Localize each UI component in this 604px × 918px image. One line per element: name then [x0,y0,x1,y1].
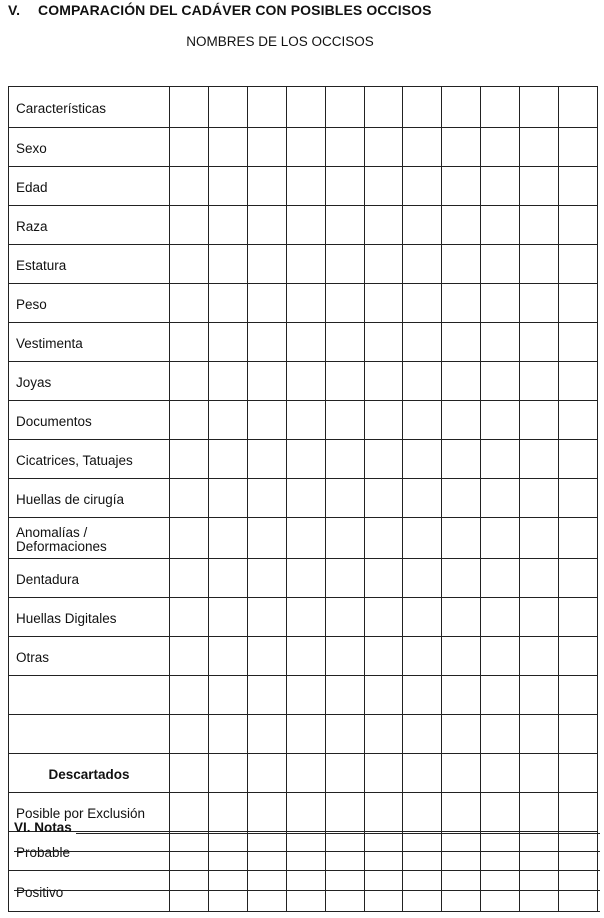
table-cell[interactable] [286,323,325,362]
table-cell[interactable] [403,518,442,559]
table-cell[interactable] [364,871,403,912]
row-label: Posible por Exclusión [9,793,170,832]
table-cell[interactable] [325,167,364,206]
row-label [9,715,170,754]
table-cell[interactable] [559,401,598,440]
row-label: Anomalías / Deformaciones [9,518,170,559]
table-cell[interactable] [170,754,209,793]
table-cell[interactable] [403,323,442,362]
table-row [9,401,598,440]
table-cell[interactable] [481,479,520,518]
table-cell[interactable] [286,793,325,832]
table-cell[interactable] [208,245,247,284]
table-cell[interactable] [364,167,403,206]
row-label: Dentadura [9,559,170,598]
table-row [9,479,598,518]
table-row [9,362,598,401]
table-cell[interactable] [520,167,559,206]
table-cell[interactable] [520,206,559,245]
table-cell[interactable] [325,206,364,245]
table-cell[interactable] [208,559,247,598]
table-cell[interactable] [520,793,559,832]
table-cell[interactable] [481,793,520,832]
table-cell[interactable] [403,637,442,676]
row-label: Peso [9,284,170,323]
table-cell[interactable] [364,206,403,245]
table-row [9,440,598,479]
table-cell[interactable] [364,362,403,401]
table-cell[interactable] [286,362,325,401]
table-cell[interactable] [442,676,481,715]
table-cell[interactable] [286,128,325,167]
table-cell[interactable] [208,323,247,362]
table-row [9,637,598,676]
table-cell[interactable] [403,676,442,715]
table-cell[interactable] [325,323,364,362]
table-cell[interactable] [481,598,520,637]
table-cell[interactable] [208,206,247,245]
table-cell[interactable] [481,362,520,401]
table-cell[interactable] [442,440,481,479]
table-cell[interactable] [403,245,442,284]
table-cell[interactable] [325,401,364,440]
table-cell[interactable] [442,401,481,440]
row-label: Edad [9,167,170,206]
section-number: V. [8,2,21,18]
table-cell[interactable] [170,676,209,715]
table-cell[interactable] [403,598,442,637]
table-cell[interactable] [481,401,520,440]
table-cell[interactable] [559,871,598,912]
table-cell[interactable] [208,637,247,676]
table-cell[interactable] [247,440,286,479]
table-cell[interactable] [364,715,403,754]
table-cell[interactable] [442,793,481,832]
table-cell[interactable] [403,401,442,440]
table-cell[interactable] [442,518,481,559]
table-cell[interactable] [170,245,209,284]
table-cell[interactable] [442,167,481,206]
table-cell[interactable] [247,871,286,912]
table-row [9,167,598,206]
table-cell[interactable] [208,401,247,440]
table-cell[interactable] [520,479,559,518]
table-row [9,87,598,128]
table-row [9,323,598,362]
table-cell[interactable] [170,518,209,559]
table-cell[interactable] [170,87,209,128]
table-cell[interactable] [286,518,325,559]
table-cell[interactable] [325,715,364,754]
table-cell[interactable] [403,362,442,401]
table-cell[interactable] [442,871,481,912]
table-cell[interactable] [364,479,403,518]
table-cell[interactable] [325,676,364,715]
table-cell[interactable] [208,871,247,912]
table-row [9,245,598,284]
table-cell[interactable] [559,559,598,598]
table-cell[interactable] [247,793,286,832]
table-cell[interactable] [559,167,598,206]
table-cell[interactable] [247,479,286,518]
table-cell[interactable] [442,87,481,128]
table-cell[interactable] [170,598,209,637]
table-cell[interactable] [247,362,286,401]
table-cell[interactable] [481,754,520,793]
table-cell[interactable] [559,676,598,715]
table-cell[interactable] [208,715,247,754]
table-cell[interactable] [403,440,442,479]
table-cell[interactable] [325,479,364,518]
table-cell[interactable] [247,401,286,440]
table-cell[interactable] [364,323,403,362]
table-cell[interactable] [559,598,598,637]
table-cell[interactable] [286,676,325,715]
row-label: Joyas [9,362,170,401]
table-cell[interactable] [442,206,481,245]
table-cell[interactable] [481,245,520,284]
table-cell[interactable] [481,637,520,676]
table-cell[interactable] [247,128,286,167]
table-cell[interactable] [559,87,598,128]
table-cell[interactable] [520,715,559,754]
table-cell[interactable] [247,167,286,206]
table-row [9,715,598,754]
table-cell[interactable] [325,598,364,637]
table-cell[interactable] [481,871,520,912]
table-cell[interactable] [481,87,520,128]
row-label: Raza [9,206,170,245]
table-cell[interactable] [208,676,247,715]
table-cell[interactable] [442,754,481,793]
table-cell[interactable] [520,559,559,598]
notes-title: VI. Notas [14,820,72,835]
table-cell[interactable] [520,87,559,128]
table-cell[interactable] [559,362,598,401]
notes-line[interactable] [14,870,600,871]
row-label: Probable [9,832,170,871]
table-cell[interactable] [559,518,598,559]
table-cell[interactable] [559,245,598,284]
notes-line[interactable] [76,833,600,834]
table-cell[interactable] [170,479,209,518]
table-cell[interactable] [403,128,442,167]
table-cell[interactable] [170,206,209,245]
table-row [9,128,598,167]
row-label: Sexo [9,128,170,167]
table-cell[interactable] [325,128,364,167]
row-label: Huellas Digitales [9,598,170,637]
table-cell[interactable] [481,676,520,715]
table-cell[interactable] [364,676,403,715]
table-cell[interactable] [325,559,364,598]
table-cell[interactable] [520,637,559,676]
table-cell[interactable] [559,128,598,167]
table-cell[interactable] [403,479,442,518]
table-cell[interactable] [208,362,247,401]
table-cell[interactable] [170,284,209,323]
table-cell[interactable] [247,637,286,676]
table-cell[interactable] [520,362,559,401]
table-cell[interactable] [170,401,209,440]
table-row [9,676,598,715]
table-cell[interactable] [520,871,559,912]
table-cell[interactable] [364,128,403,167]
table-cell[interactable] [442,637,481,676]
table-row [9,598,598,637]
table-cell[interactable] [208,518,247,559]
table-cell[interactable] [247,559,286,598]
table-cell[interactable] [364,754,403,793]
section-title: COMPARACIÓN DEL CADÁVER CON POSIBLES OCCISOS [38,2,432,18]
table-cell[interactable] [325,793,364,832]
table-cell[interactable] [325,871,364,912]
table-cell[interactable] [247,323,286,362]
row-label: Vestimenta [9,323,170,362]
notes-line[interactable] [14,890,600,891]
table-cell[interactable] [442,284,481,323]
table-cell[interactable] [442,323,481,362]
table-cell[interactable] [520,284,559,323]
table-cell[interactable] [559,637,598,676]
table-cell[interactable] [481,715,520,754]
table-cell[interactable] [208,479,247,518]
table-cell[interactable] [520,518,559,559]
table-cell[interactable] [364,440,403,479]
table-row [9,871,598,912]
table-cell[interactable] [559,323,598,362]
table-cell[interactable] [364,518,403,559]
table-cell[interactable] [403,167,442,206]
table-cell[interactable] [325,637,364,676]
table-cell[interactable] [325,754,364,793]
table-row [9,754,598,793]
table-cell[interactable] [520,440,559,479]
table-row [9,206,598,245]
table-cell[interactable] [170,871,209,912]
row-label [9,676,170,715]
table-cell[interactable] [364,401,403,440]
table-cell[interactable] [520,754,559,793]
table-cell[interactable] [208,87,247,128]
table-cell[interactable] [442,559,481,598]
row-label: Estatura [9,245,170,284]
table-cell[interactable] [286,559,325,598]
table-cell[interactable] [325,362,364,401]
table-cell[interactable] [520,401,559,440]
table-cell[interactable] [247,87,286,128]
table-cell[interactable] [170,128,209,167]
table-cell[interactable] [247,715,286,754]
table-cell[interactable] [481,440,520,479]
table-cell[interactable] [208,284,247,323]
table-cell[interactable] [286,637,325,676]
table-cell[interactable] [286,598,325,637]
row-label: Características [9,87,170,128]
comparison-table-wrapper [8,86,598,912]
table-cell[interactable] [170,559,209,598]
table-cell[interactable] [403,559,442,598]
row-label: Documentos [9,401,170,440]
table-cell[interactable] [286,245,325,284]
table-cell[interactable] [364,793,403,832]
table-cell[interactable] [364,559,403,598]
table-cell[interactable] [442,128,481,167]
table-cell[interactable] [247,598,286,637]
table-cell[interactable] [170,637,209,676]
table-cell[interactable] [481,206,520,245]
table-cell[interactable] [442,715,481,754]
table-cell[interactable] [170,167,209,206]
table-cell[interactable] [286,754,325,793]
table-cell[interactable] [442,598,481,637]
table-cell[interactable] [403,715,442,754]
table-cell[interactable] [286,479,325,518]
notes-line[interactable] [14,851,600,852]
table-cell[interactable] [247,754,286,793]
table-cell[interactable] [286,715,325,754]
table-cell[interactable] [170,362,209,401]
table-row [9,559,598,598]
table-cell[interactable] [208,754,247,793]
table-cell[interactable] [520,676,559,715]
table-cell[interactable] [364,245,403,284]
table-cell[interactable] [286,401,325,440]
table-cell[interactable] [325,440,364,479]
table-cell[interactable] [559,715,598,754]
table-row [9,793,598,832]
table-cell[interactable] [364,87,403,128]
row-label: Positivo [9,871,170,912]
table-cell[interactable] [403,206,442,245]
table-cell[interactable] [403,871,442,912]
table-cell[interactable] [559,479,598,518]
table-cell[interactable] [247,284,286,323]
table-cell[interactable] [364,598,403,637]
table-cell[interactable] [208,440,247,479]
table-cell[interactable] [325,87,364,128]
table-cell[interactable] [403,284,442,323]
table-cell[interactable] [208,167,247,206]
row-label: Descartados [9,754,170,793]
table-cell[interactable] [325,245,364,284]
table-cell[interactable] [481,559,520,598]
table-cell[interactable] [364,284,403,323]
table-cell[interactable] [208,793,247,832]
table-cell[interactable] [403,754,442,793]
table-cell[interactable] [481,128,520,167]
table-cell[interactable] [247,245,286,284]
table-cell[interactable] [286,440,325,479]
table-cell[interactable] [286,284,325,323]
table-cell[interactable] [559,206,598,245]
table-cell[interactable] [442,245,481,284]
table-cell[interactable] [208,128,247,167]
table-cell[interactable] [481,167,520,206]
notes-line[interactable] [14,911,600,912]
table-cell[interactable] [520,128,559,167]
table-cell[interactable] [520,598,559,637]
row-label: Cicatrices, Tatuajes [9,440,170,479]
table-cell[interactable] [286,206,325,245]
table-cell[interactable] [520,245,559,284]
table-cell[interactable] [481,284,520,323]
comparison-table [8,86,598,912]
table-cell[interactable] [286,167,325,206]
table-cell[interactable] [442,362,481,401]
table-cell[interactable] [170,323,209,362]
table-cell[interactable] [559,793,598,832]
table-cell[interactable] [247,518,286,559]
table-cell[interactable] [247,676,286,715]
table-cell[interactable] [481,518,520,559]
table-cell[interactable] [325,284,364,323]
table-cell[interactable] [286,871,325,912]
section-heading [8,2,432,18]
table-cell[interactable] [247,206,286,245]
table-cell[interactable] [325,518,364,559]
table-cell[interactable] [559,754,598,793]
row-label: Huellas de cirugía [9,479,170,518]
table-row [9,284,598,323]
table-cell[interactable] [442,479,481,518]
table-cell[interactable] [559,284,598,323]
table-cell[interactable] [208,598,247,637]
table-cell[interactable] [403,793,442,832]
row-label: Otras [9,637,170,676]
table-row [9,518,598,559]
table-cell[interactable] [364,637,403,676]
table-cell[interactable] [286,87,325,128]
names-subtitle: NOMBRES DE LOS OCCISOS [186,34,374,49]
table-cell[interactable] [520,323,559,362]
table-cell[interactable] [170,440,209,479]
table-cell[interactable] [170,715,209,754]
table-cell[interactable] [559,440,598,479]
table-cell[interactable] [403,87,442,128]
table-cell[interactable] [481,323,520,362]
table-cell[interactable] [170,793,209,832]
